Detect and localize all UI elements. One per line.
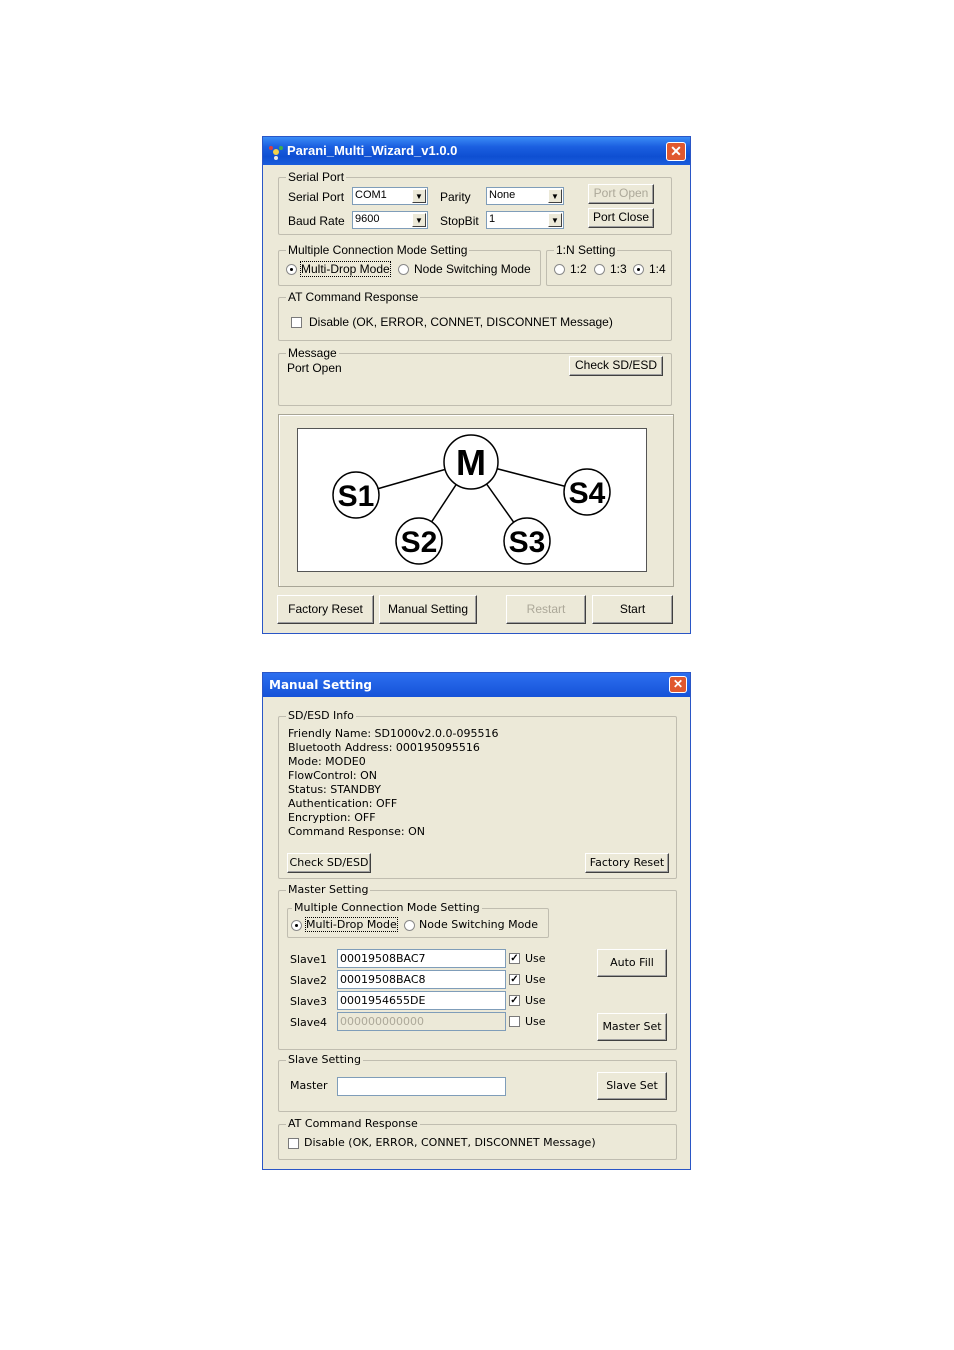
- chevron-down-icon[interactable]: ▼: [548, 213, 562, 227]
- parity-value: None: [489, 189, 516, 201]
- wizard-title: Parani_Multi_Wizard_v1.0.0: [287, 143, 458, 158]
- info-flow-control: FlowControl: ON: [288, 769, 377, 782]
- multi-drop-radio[interactable]: [291, 920, 302, 931]
- slave1-use-checkbox[interactable]: ✓: [510, 953, 519, 964]
- at-disable-label[interactable]: Disable (OK, ERROR, CONNET, DISCONNET Message): [304, 1136, 596, 1149]
- multi-drop-radio[interactable]: [286, 264, 297, 275]
- app-icon: [268, 144, 284, 160]
- node-switching-radio[interactable]: [404, 920, 415, 931]
- info-status: Status: STANDBY: [288, 783, 381, 796]
- factory-reset-button[interactable]: Factory Reset: [585, 853, 669, 873]
- check-sd-button[interactable]: Check SD/ESD: [287, 853, 371, 873]
- sd-info-group-label: SD/ESD Info: [288, 709, 354, 722]
- at-disable-label[interactable]: Disable (OK, ERROR, CONNET, DISCONNET Message): [309, 315, 613, 329]
- message-group-label: Message: [288, 346, 337, 360]
- close-icon[interactable]: ✕: [666, 142, 686, 161]
- serial-port-select[interactable]: [352, 187, 428, 205]
- parity-select[interactable]: [486, 187, 564, 205]
- master-address-input[interactable]: [337, 1077, 506, 1096]
- serial-port-label: Serial Port: [288, 190, 345, 204]
- parity-label: Parity: [440, 190, 471, 204]
- multi-drop-label[interactable]: Multi-Drop Mode: [306, 918, 397, 931]
- slave3-use-label[interactable]: Use: [525, 994, 546, 1007]
- check-sd-button[interactable]: Check SD/ESD: [569, 356, 663, 376]
- slave1-use-label[interactable]: Use: [525, 952, 546, 965]
- wizard-window: [262, 136, 691, 634]
- slave4-use-checkbox[interactable]: [509, 1016, 520, 1027]
- info-bluetooth-address: Bluetooth Address: 000195095516: [288, 741, 480, 754]
- slave2-use-checkbox[interactable]: ✓: [510, 974, 519, 985]
- one-n-group-label: 1:N Setting: [556, 243, 616, 257]
- multi-drop-label[interactable]: Multi-Drop Mode: [301, 262, 390, 276]
- stopbit-value: 1: [489, 213, 496, 225]
- slave4-label: Slave4: [290, 1016, 328, 1029]
- factory-reset-button[interactable]: Factory Reset: [277, 595, 374, 624]
- restart-button[interactable]: Restart: [506, 595, 586, 624]
- node-switching-label[interactable]: Node Switching Mode: [414, 262, 531, 276]
- chevron-down-icon[interactable]: ▼: [412, 213, 426, 227]
- ratio-1-2-label[interactable]: 1:2: [570, 262, 587, 276]
- s4-label: S4: [568, 477, 606, 510]
- at-disable-checkbox[interactable]: [288, 1138, 299, 1149]
- serial-port-value: COM1: [355, 189, 387, 201]
- slave4-address-input[interactable]: 000000000000: [337, 1012, 506, 1031]
- slave1-address-input[interactable]: 00019508BAC7: [337, 949, 506, 968]
- node-switching-label[interactable]: Node Switching Mode: [419, 918, 539, 931]
- master-set-button[interactable]: Master Set: [597, 1013, 667, 1041]
- slave-setting-group-label: Slave Setting: [288, 1053, 361, 1066]
- slave-set-button[interactable]: Slave Set: [597, 1072, 667, 1100]
- ratio-1-2-radio[interactable]: [554, 264, 565, 275]
- slave2-address-input[interactable]: 00019508BAC8: [337, 970, 506, 989]
- message-text: Port Open: [287, 361, 342, 375]
- manual-setting-button[interactable]: Manual Setting: [379, 595, 477, 624]
- baud-rate-select[interactable]: [352, 211, 428, 229]
- port-close-button[interactable]: Port Close: [588, 208, 654, 228]
- baud-rate-label: Baud Rate: [288, 214, 345, 228]
- ratio-1-3-label[interactable]: 1:3: [610, 262, 627, 276]
- manual-titlebar[interactable]: [263, 673, 690, 697]
- s2-label: S2: [400, 526, 438, 559]
- at-response-group-label: AT Command Response: [288, 1117, 418, 1130]
- wizard-titlebar[interactable]: [263, 137, 690, 165]
- slave2-use-label[interactable]: Use: [525, 973, 546, 986]
- connection-mode-group-label: Multiple Connection Mode Setting: [288, 243, 468, 257]
- baud-rate-value: 9600: [355, 213, 380, 225]
- manual-title: Manual Setting: [269, 678, 373, 692]
- master-label: Master: [290, 1079, 328, 1092]
- stopbit-label: StopBit: [440, 214, 479, 228]
- slave1-label: Slave1: [290, 953, 328, 966]
- port-open-button[interactable]: Port Open: [588, 184, 654, 204]
- info-friendly-name: Friendly Name: SD1000v2.0.0-095516: [288, 727, 499, 740]
- connection-mode-group-label: Multiple Connection Mode Setting: [294, 901, 480, 914]
- at-response-group-label: AT Command Response: [288, 290, 419, 304]
- slave2-label: Slave2: [290, 974, 328, 987]
- info-encryption: Encryption: OFF: [288, 811, 376, 824]
- slave3-address-input[interactable]: 0001954655DE: [337, 991, 506, 1010]
- chevron-down-icon[interactable]: ▼: [412, 189, 426, 203]
- auto-fill-button[interactable]: Auto Fill: [597, 949, 667, 977]
- slave3-use-checkbox[interactable]: ✓: [510, 995, 519, 1006]
- s3-label: S3: [508, 526, 546, 559]
- chevron-down-icon[interactable]: ▼: [548, 189, 562, 203]
- stopbit-select[interactable]: [486, 211, 564, 229]
- ratio-1-4-label[interactable]: 1:4: [649, 262, 666, 276]
- manual-setting-window: [262, 672, 691, 1170]
- serial-port-group-label: Serial Port: [288, 170, 345, 184]
- close-icon[interactable]: ✕: [669, 676, 687, 693]
- info-mode: Mode: MODE0: [288, 755, 366, 768]
- slave4-use-label[interactable]: Use: [525, 1015, 546, 1028]
- master-label: M: [456, 442, 486, 483]
- node-switching-radio[interactable]: [398, 264, 409, 275]
- start-button[interactable]: Start: [592, 595, 673, 624]
- info-command-response: Command Response: ON: [288, 825, 425, 838]
- at-disable-checkbox[interactable]: [291, 317, 302, 328]
- slave3-label: Slave3: [290, 995, 328, 1008]
- topology-diagram: [297, 428, 647, 572]
- info-authentication: Authentication: OFF: [288, 797, 398, 810]
- master-setting-group-label: Master Setting: [288, 883, 369, 896]
- ratio-1-4-radio[interactable]: [633, 264, 644, 275]
- s1-label: S1: [337, 480, 375, 513]
- ratio-1-3-radio[interactable]: [594, 264, 605, 275]
